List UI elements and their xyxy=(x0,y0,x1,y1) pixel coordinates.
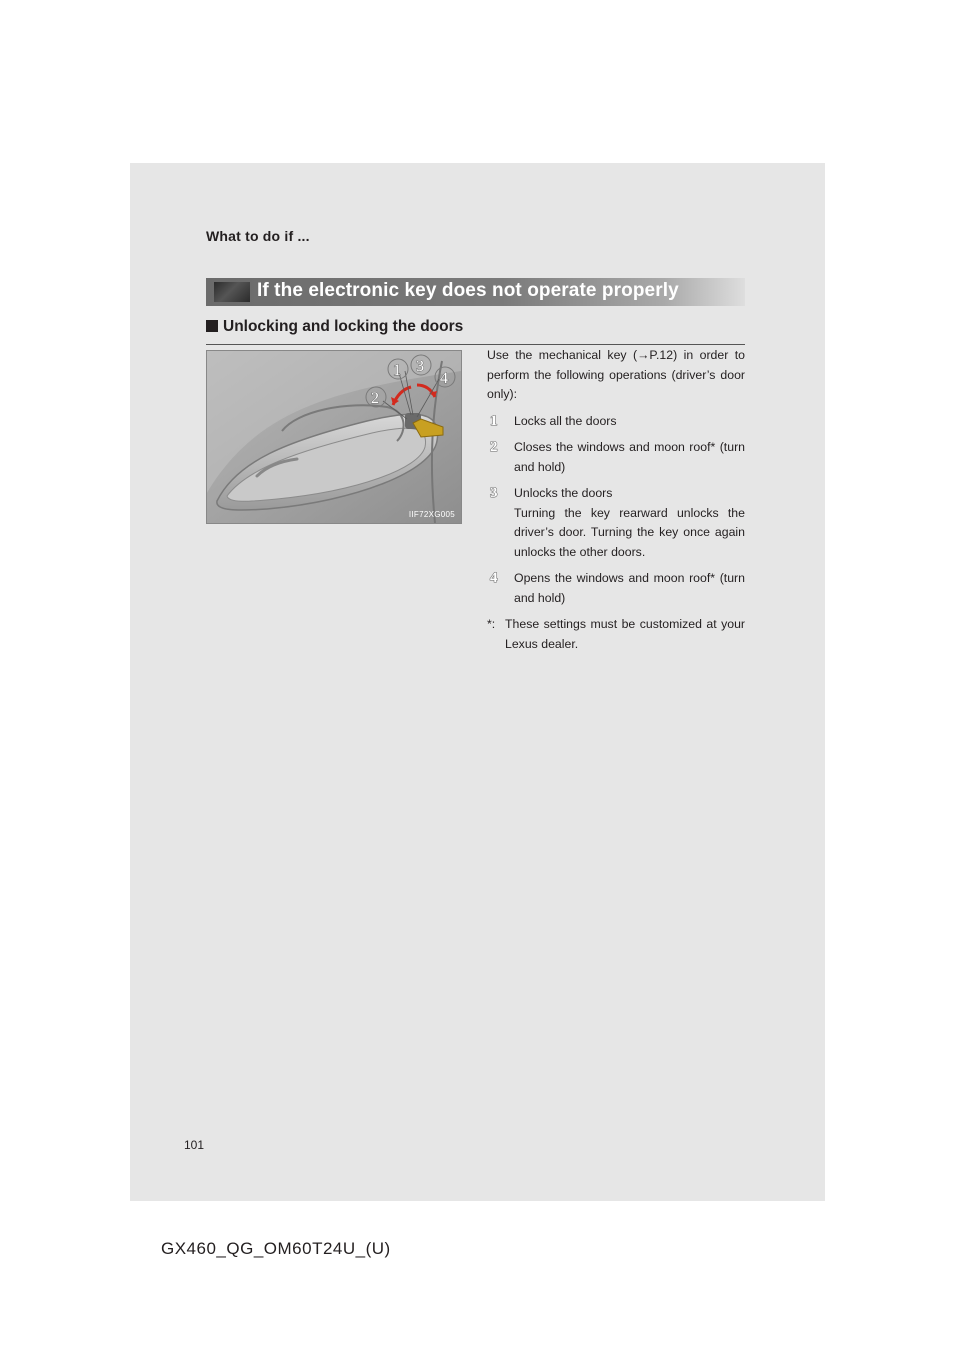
figure-code: IIF72XG005 xyxy=(408,510,455,519)
intro-text: Use the mechanical key (→P.12) in order to perform the following operations (driver’s door only): xyxy=(487,348,745,401)
step-text: Locks all the doors xyxy=(514,413,617,428)
step-number-icon: 3 xyxy=(490,485,498,501)
step-3 xyxy=(487,484,745,562)
step-4 xyxy=(487,569,745,608)
callout-1: 1 xyxy=(393,362,401,379)
instructions xyxy=(487,346,745,654)
page-number: 101 xyxy=(184,1138,205,1152)
footnote-text: These settings must be customized at your Lexus dealer. xyxy=(505,617,745,651)
callout-2: 2 xyxy=(371,390,379,407)
step-text: Closes the windows and moon roof* (turn and hold) xyxy=(514,440,745,474)
step-detail: Turning the key rearward unlocks the driver’s door. Turning the key once again unlocks the other doors. xyxy=(514,505,745,559)
callout-4: 4 xyxy=(440,370,448,387)
step-number-icon: 2 xyxy=(490,439,498,455)
sub-heading-text: Unlocking and locking the doors xyxy=(223,318,464,335)
step-1 xyxy=(487,412,745,432)
sub-heading xyxy=(206,318,745,345)
title-swatch-icon xyxy=(214,282,250,302)
footer-code: GX460_QG_OM60T24U_(U) xyxy=(161,1239,391,1258)
door-handle-illustration xyxy=(206,350,462,524)
page-title: If the electronic key does not operate properly xyxy=(257,280,679,301)
door-handle-drawing xyxy=(207,351,461,523)
step-2 xyxy=(487,438,745,477)
section-label: What to do if ... xyxy=(206,228,310,244)
square-bullet-icon xyxy=(206,320,218,332)
step-number-icon: 4 xyxy=(490,570,498,586)
step-text: Unlocks the doors xyxy=(514,486,613,500)
callout-3: 3 xyxy=(416,358,424,375)
title-bar xyxy=(206,278,745,306)
footnote xyxy=(487,615,745,654)
footnote-mark: *: xyxy=(487,617,496,631)
step-number-icon: 1 xyxy=(490,412,498,429)
step-text: Opens the windows and moon roof* (turn and hold) xyxy=(514,571,745,605)
